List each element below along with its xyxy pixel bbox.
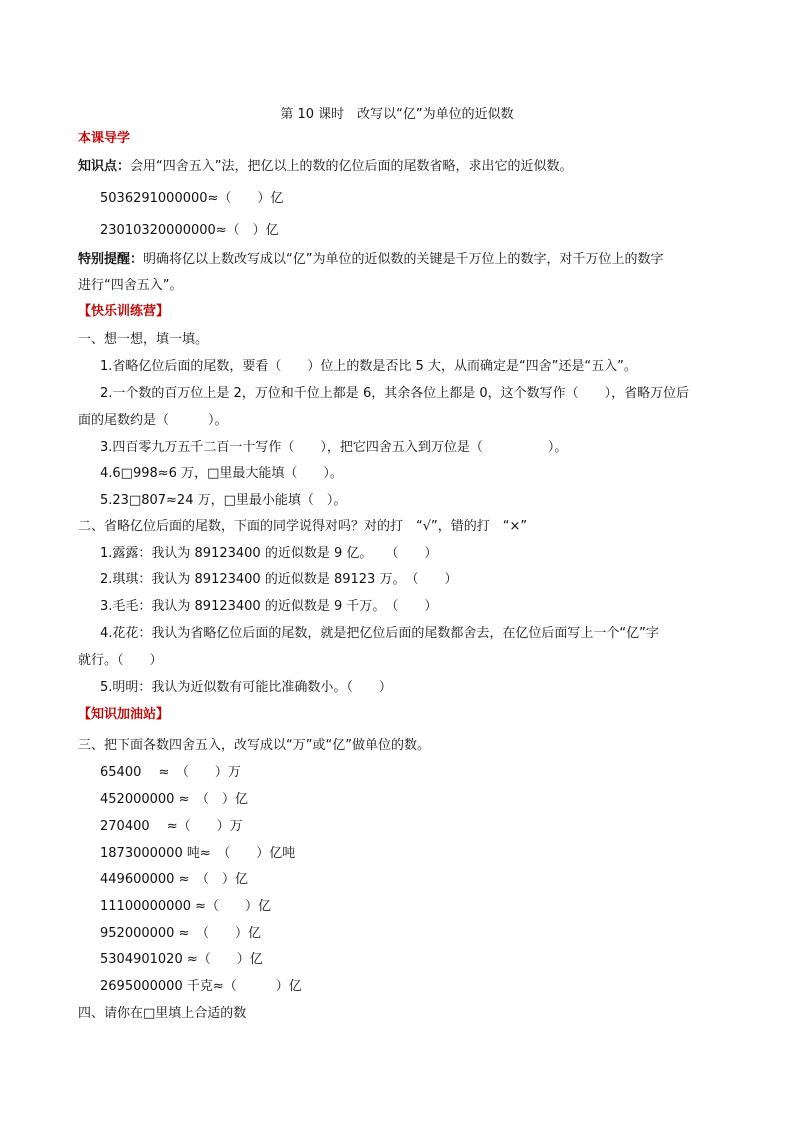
s2-item-1: 1.露露：我认为 89123400 的近似数是 9 亿。 （ ）	[100, 546, 438, 561]
tip-label: 特别提醒：	[78, 252, 144, 267]
s2-item-2: 2.琪琪：我认为 89123400 的近似数是 89123 万。 （ ）	[100, 572, 458, 587]
s1-item-2-cont: 面的尾数约是（ ）。	[78, 413, 228, 428]
s3-item-8: 5304901020 ≈（ ）亿	[100, 952, 263, 967]
s2-item-4-cont: 就行。（ ）	[78, 653, 163, 668]
s3-item-1: 65400 ≈ （ ）万	[100, 765, 241, 780]
camp1-heading: 【快乐训练营】	[78, 304, 170, 319]
section2-title: 二、省略亿位后面的尾数，下面的同学说得对吗？对的打 “√”，错的打 “×”	[78, 519, 528, 534]
s1-item-4: 4.6□998≈6 万，□里最大能填（ ）。	[100, 466, 343, 481]
tip-line-2: 进行“四舍五入”。	[78, 278, 183, 293]
example-2: 23010320000000≈（ ）亿	[100, 223, 279, 238]
s1-item-1: 1.省略亿位后面的尾数，要看（ ）位上的数是否比 5 大，从而确定是“四舍”还是“五入”。	[100, 359, 637, 374]
page-title: 第 10 课时 改写以“亿”为单位的近似数	[280, 107, 514, 122]
knowledge-label: 知识点：	[78, 159, 131, 174]
section4-title: 四、请你在□里填上合适的数	[78, 1006, 247, 1021]
s2-item-3: 3.毛毛：我认为 89123400 的近似数是 9 千万。 （ ）	[100, 599, 438, 614]
knowledge-point	[78, 158, 573, 176]
s3-item-4: 1873000000 吨≈ （ ）亿吨	[100, 846, 296, 861]
s3-item-9: 2695000000 千克≈（ ）亿	[100, 979, 302, 994]
s2-item-5: 5.明明：我认为近似数有可能比准确数小。（ ）	[100, 680, 392, 695]
knowledge-text: 会用“四舍五入”法，把亿以上的数的亿位后面的尾数省略，求出它的近似数。	[130, 159, 573, 174]
s1-item-3: 3.四百零九万五千二百一十写作（ ），把它四舍五入到万位是（ ）。	[100, 440, 568, 455]
s3-item-5: 449600000 ≈ （ ）亿	[100, 872, 248, 887]
example-1: 5036291000000≈（ ）亿	[100, 191, 284, 206]
guide-heading: 本课导学	[78, 131, 131, 146]
camp2-heading: 【知识加油站】	[78, 707, 170, 722]
tip-line-1	[78, 251, 664, 269]
s3-item-6: 11100000000 ≈（ ）亿	[100, 899, 272, 914]
section3-title: 三、把下面各数四舍五入，改写成以“万”或“亿”做单位的数。	[78, 738, 430, 753]
s2-item-4: 4.花花：我认为省略亿位后面的尾数，就是把亿位后面的尾数都舍去，在亿位后面写上一个“亿”字	[100, 626, 659, 641]
s1-item-2: 2.一个数的百万位上是 2，万位和千位上都是 6，其余各位上都是 0，这个数写作（ ），省略万位后	[100, 386, 690, 401]
section1-title: 一、想一想，填一填。	[78, 332, 209, 347]
s3-item-7: 952000000 ≈ （ ）亿	[100, 926, 261, 941]
s3-item-2: 452000000 ≈ （ ）亿	[100, 792, 248, 807]
s1-item-5: 5.23□807≈24 万，□里最小能填（ ）。	[100, 493, 347, 508]
tip-text-1: 明确将亿以上数改写成以“亿”为单位的近似数的关键是千万位上的数字，对千万位上的数字	[143, 252, 664, 267]
s3-item-3: 270400 ≈（ ）万	[100, 819, 243, 834]
